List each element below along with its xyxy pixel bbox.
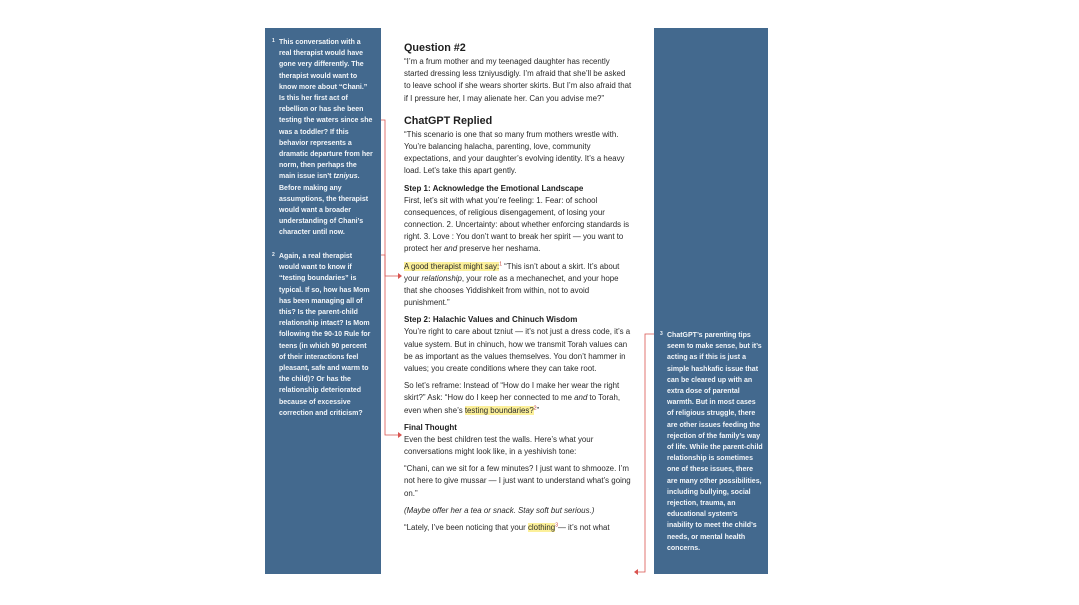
- connector-arrow-1: [398, 273, 402, 279]
- footnote-ref-1[interactable]: 1: [499, 261, 502, 268]
- footnote-ref-3[interactable]: 3: [555, 522, 558, 529]
- question-heading: Question #2: [404, 42, 466, 54]
- clothing-highlight: clothing: [527, 523, 556, 533]
- boundaries-highlight: testing boundaries?: [464, 405, 534, 415]
- reply-heading: ChatGPT Replied: [404, 114, 493, 127]
- step2-heading: Step 2: Halachic Values and Chinuch Wisdom: [404, 315, 578, 325]
- connector-arrow-2: [398, 432, 402, 438]
- reframe-paragraph: So let’s reframe: Instead of “How do I make her wear the right skirt?” Ask: “How do I keep her connected to me and to Torah, even when she’s testing boundaries?$^2$”: [404, 381, 621, 415]
- connector-line-1: [381, 120, 398, 276]
- lately-paragraph: “Lately, I’ve been noticing that your clothing$^3$— it’s not what: [404, 522, 610, 533]
- step1-text: First, let’s sit with what you’re feeling: 1. Fear: of school consequences, of religious disengagement, of losing your connection. 2. Uncertainty: about whether enforcing standards is right. 3. Love : You don’t want to break her spirit — you want to protect her and preserve her neshama.: [404, 195, 630, 254]
- connector-line-3: [638, 334, 654, 572]
- therapist-highlight: A good therapist might say:: [404, 261, 500, 271]
- footnote-ref-2[interactable]: 2: [533, 405, 537, 412]
- question-text: “I’m a frum mother and my teenaged daughter has recently started dressing less tzniyusdigly. I’m afraid that she’ll be asked to leave school if she wears shorter skirts. But I’m also afraid that if I pressure her, I may alienate her. Can you advise me?”: [404, 57, 632, 103]
- therapist-paragraph: A good therapist might say:$^1$ “This isn’t about a skirt. It’s about your relationship, your role as a mechanechet, and your hope that she chooses Yiddishkeit from within, not to avoid punishment.”: [404, 261, 620, 308]
- footnote-text: ChatGPT’s parenting tips seem to make sense, but it’s acting as if this is just a simple hashkafic issue that can be cleared up with an extra dose of parental warmth. But in most cases of religious struggle, there are other issues feeding the rejection of the family’s way of life. While the parent-child relationship is sometimes one of these issues, there are many other possibilities, including bullying, social rejection, trauma, an educational system’s inability to meet the child’s needs, or mental health concerns.: [667, 332, 763, 552]
- footnote-italic: tzniyus: [333, 173, 358, 181]
- final-text: Even the best children test the walls. Here’s what your conversations might look like, in a yeshivish tone:: [404, 434, 594, 457]
- footnote-text-end: . Before making any assumptions, the therapist would want a broader understanding of Chani’s character until now.: [279, 173, 369, 237]
- connector-line-2: [381, 255, 398, 435]
- footnote-number: 2: [272, 252, 275, 258]
- footnote-number: 1: [272, 38, 275, 44]
- footnote-number: 3: [660, 331, 663, 337]
- aside-text: (Maybe offer her a tea or snack. Stay soft but serious.): [404, 505, 595, 515]
- final-heading: Final Thought: [404, 422, 457, 432]
- footnote-text: This conversation with a real therapist would have gone very differently. The therapist would want to know more about “Chani.” Is this her first act of rebellion or has she been testing the waters since she was a toddler? If this behavior represents a dramatic departure from her norm, then perhaps the main issue isn’t: [279, 39, 373, 181]
- footnote-text: Again, a real therapist would want to know if “testing boundaries” is typical. If so, how has Mom has been managing all of this? Is the parent-child relationship intact? Is Mom following the 90-10 Rule for teens (in which 90 percent of their interactions feel pleasant, safe and warm to the child)? Or has the relationship deteriorated because of excessive correction and criticism?: [279, 253, 371, 417]
- chani-quote: “Chani, can we sit for a few minutes? I just want to shmooze. I’m not here to give mussar — I just want to understand what’s going on.”: [404, 464, 631, 498]
- reply-intro: “This scenario is one that so many frum mothers wrestle with. You’re balancing halacha, parenting, love, community expectations, and your daughter’s evolving identity. It’s a heavy load. Let’s take this apart gently.: [404, 129, 625, 176]
- step2-text: You’re right to care about tzniut — it’s not just a dress code, it’s a value system. But in chinuch, how we transmit Torah values can be as important as the values themselves. You don’t hammer in values; you create conditions where they can take root.: [404, 327, 631, 374]
- step1-heading: Step 1: Acknowledge the Emotional Landscape: [404, 183, 584, 193]
- connector-arrow-3: [634, 569, 638, 575]
